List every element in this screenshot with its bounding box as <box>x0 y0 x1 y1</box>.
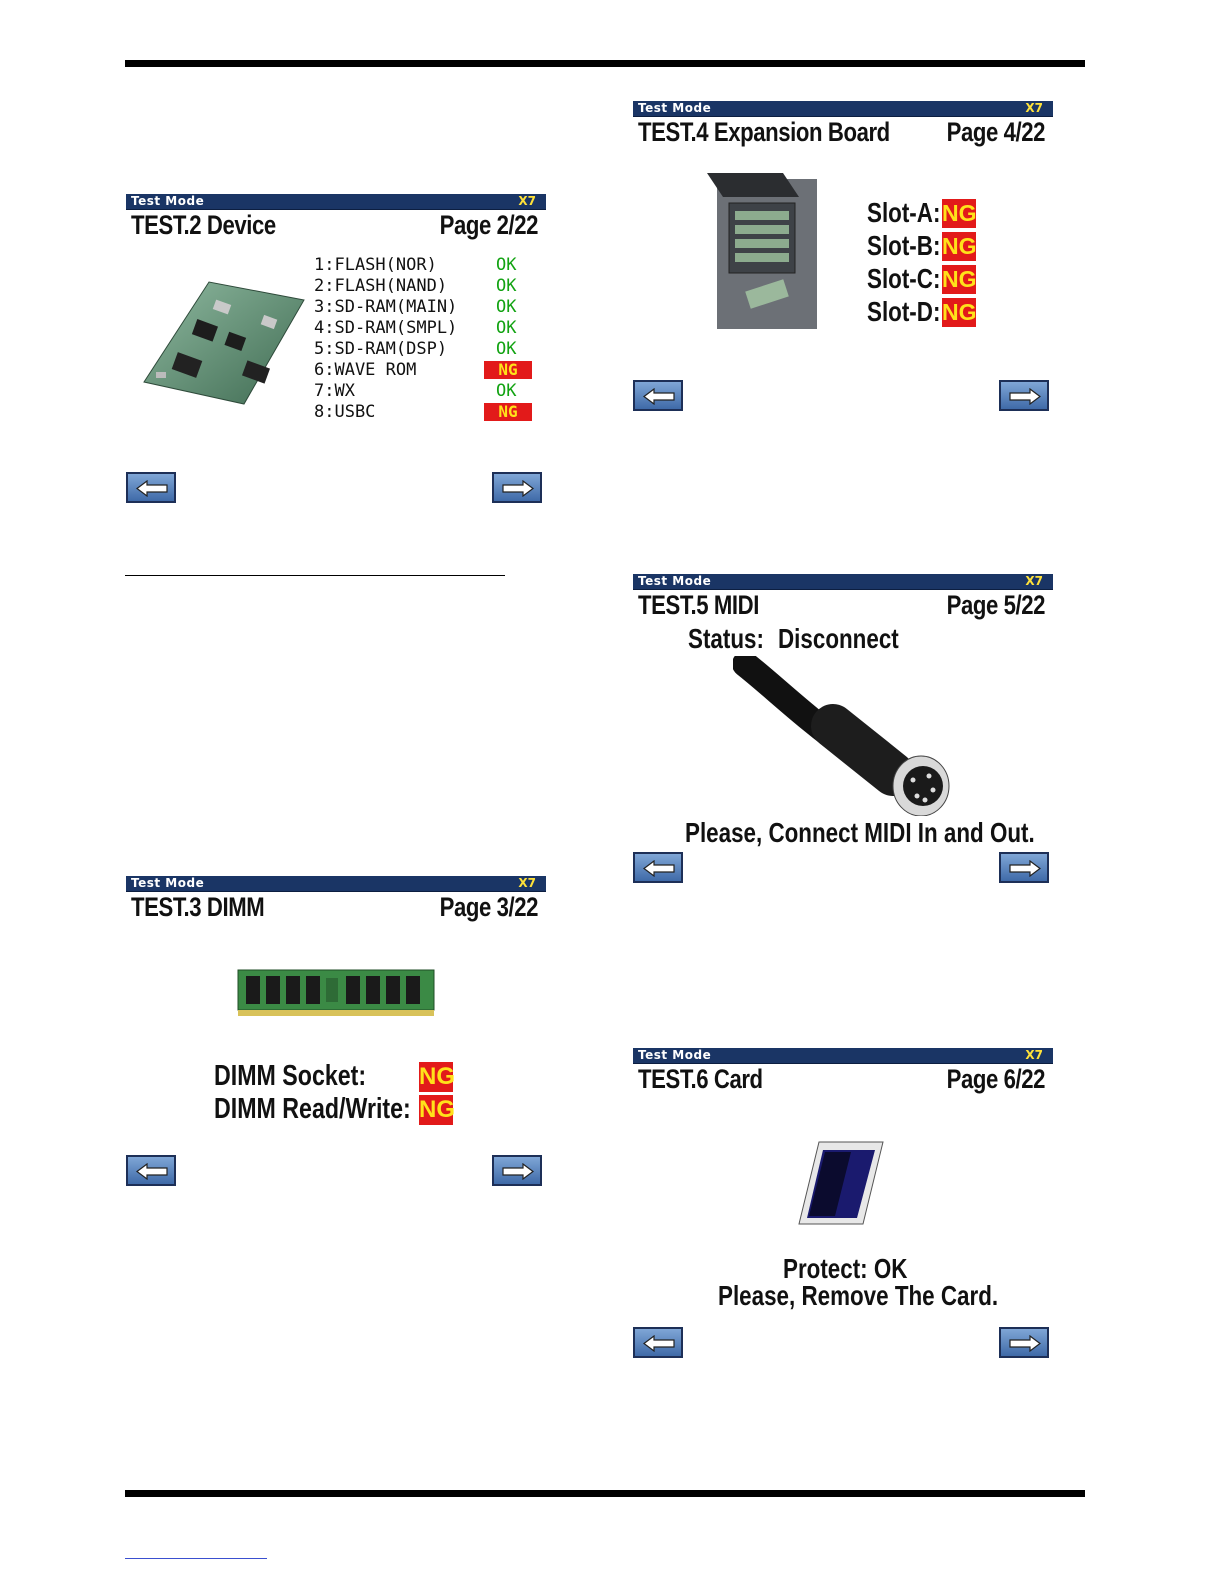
slot-label: Slot-B: <box>867 230 941 261</box>
page-number: Page 6/22 <box>946 1064 1045 1094</box>
arrow-left-icon <box>642 388 676 405</box>
expansion-board-image <box>705 173 823 331</box>
model-label: X7 <box>1025 1048 1043 1062</box>
page-number: Page 5/22 <box>946 590 1045 620</box>
prev-button[interactable] <box>126 1155 176 1186</box>
model-label: X7 <box>1025 574 1043 588</box>
dimm-socket-label: DIMM Socket: <box>214 1060 367 1092</box>
prev-button[interactable] <box>633 380 683 411</box>
titlebar <box>126 876 546 892</box>
arrow-left-icon <box>642 1335 676 1352</box>
device-item-label: 1:FLASH(NOR) <box>314 255 437 275</box>
panel-test3-dimm <box>126 876 546 1196</box>
arrow-right-icon <box>1008 1335 1042 1352</box>
slot-label: Slot-A: <box>867 197 941 228</box>
page-title: TEST.2 Device <box>131 210 276 240</box>
footer-link-underline <box>125 1558 267 1559</box>
device-item-status: OK <box>496 255 517 275</box>
model-label: X7 <box>1025 101 1043 115</box>
device-item-label: 5:SD-RAM(DSP) <box>314 339 448 359</box>
prev-button[interactable] <box>633 1327 683 1358</box>
next-button[interactable] <box>999 380 1049 411</box>
slot-status: NG <box>942 299 977 325</box>
bottom-rule <box>125 1490 1085 1497</box>
midi-status-label: Status: <box>688 623 764 654</box>
titlebar <box>633 574 1053 590</box>
titlebar <box>633 101 1053 117</box>
slot-label: Slot-C: <box>867 263 941 294</box>
device-item-label: 6:WAVE ROM <box>314 360 417 380</box>
device-item-status: OK <box>496 297 517 317</box>
dimm-socket-status: NG <box>419 1063 455 1090</box>
device-item-status: OK <box>496 381 517 401</box>
slot-status: NG <box>942 233 977 259</box>
titlebar-label: Test Mode <box>131 876 205 890</box>
device-item-status: NG <box>484 361 532 379</box>
device-item-label: 7:WX <box>314 381 355 401</box>
titlebar <box>126 194 546 210</box>
model-label: X7 <box>518 876 536 890</box>
device-item-label: 2:FLASH(NAND) <box>314 276 448 296</box>
next-button[interactable] <box>999 852 1049 883</box>
dimm-module-image <box>236 968 436 1020</box>
arrow-left-icon <box>642 860 676 877</box>
slot-status: NG <box>942 200 977 226</box>
page-number: Page 2/22 <box>439 210 538 240</box>
arrow-left-icon <box>135 480 169 497</box>
page-title: TEST.5 MIDI <box>638 590 759 620</box>
titlebar-label: Test Mode <box>638 1048 712 1062</box>
arrow-right-icon <box>1008 388 1042 405</box>
device-item-status: NG <box>484 403 532 421</box>
panel-test4-expansion <box>633 101 1053 421</box>
card-message: Please, Remove The Card. <box>718 1280 999 1311</box>
prev-button[interactable] <box>126 472 176 503</box>
slot-status: NG <box>942 266 977 292</box>
dimm-rw-label: DIMM Read/Write: <box>214 1093 411 1125</box>
panel-test2-device <box>126 194 546 514</box>
page-number: Page 4/22 <box>946 117 1045 147</box>
titlebar-label: Test Mode <box>131 194 205 208</box>
top-rule <box>125 60 1085 67</box>
next-button[interactable] <box>492 472 542 503</box>
arrow-left-icon <box>135 1163 169 1180</box>
titlebar-label: Test Mode <box>638 574 712 588</box>
panel-test5-midi <box>633 574 1053 894</box>
next-button[interactable] <box>999 1327 1049 1358</box>
midi-status-value: Disconnect <box>778 623 899 654</box>
device-item-label: 3:SD-RAM(MAIN) <box>314 297 458 317</box>
device-item-status: OK <box>496 276 517 296</box>
arrow-right-icon <box>501 480 535 497</box>
page-number: Page 3/22 <box>439 892 538 922</box>
page-title: TEST.3 DIMM <box>131 892 265 922</box>
circuit-board-image <box>134 272 309 407</box>
device-item-label: 8:USBC <box>314 402 376 422</box>
device-item-label: 4:SD-RAM(SMPL) <box>314 318 458 338</box>
arrow-right-icon <box>501 1163 535 1180</box>
separator-line <box>125 575 505 576</box>
page-title: TEST.6 Card <box>638 1064 763 1094</box>
next-button[interactable] <box>492 1155 542 1186</box>
page-title: TEST.4 Expansion Board <box>638 117 890 147</box>
device-item-status: OK <box>496 339 517 359</box>
panel-test6-card <box>633 1048 1053 1368</box>
device-item-status: OK <box>496 318 517 338</box>
model-label: X7 <box>518 194 536 208</box>
arrow-right-icon <box>1008 860 1042 877</box>
memory-card-image <box>797 1140 885 1230</box>
titlebar <box>633 1048 1053 1064</box>
midi-cable-image <box>733 656 963 816</box>
card-protect-status: Protect: OK <box>783 1253 908 1284</box>
dimm-rw-status: NG <box>419 1096 455 1123</box>
midi-message: Please, Connect MIDI In and Out. <box>685 817 1035 848</box>
titlebar-label: Test Mode <box>638 101 712 115</box>
prev-button[interactable] <box>633 852 683 883</box>
slot-label: Slot-D: <box>867 296 941 327</box>
